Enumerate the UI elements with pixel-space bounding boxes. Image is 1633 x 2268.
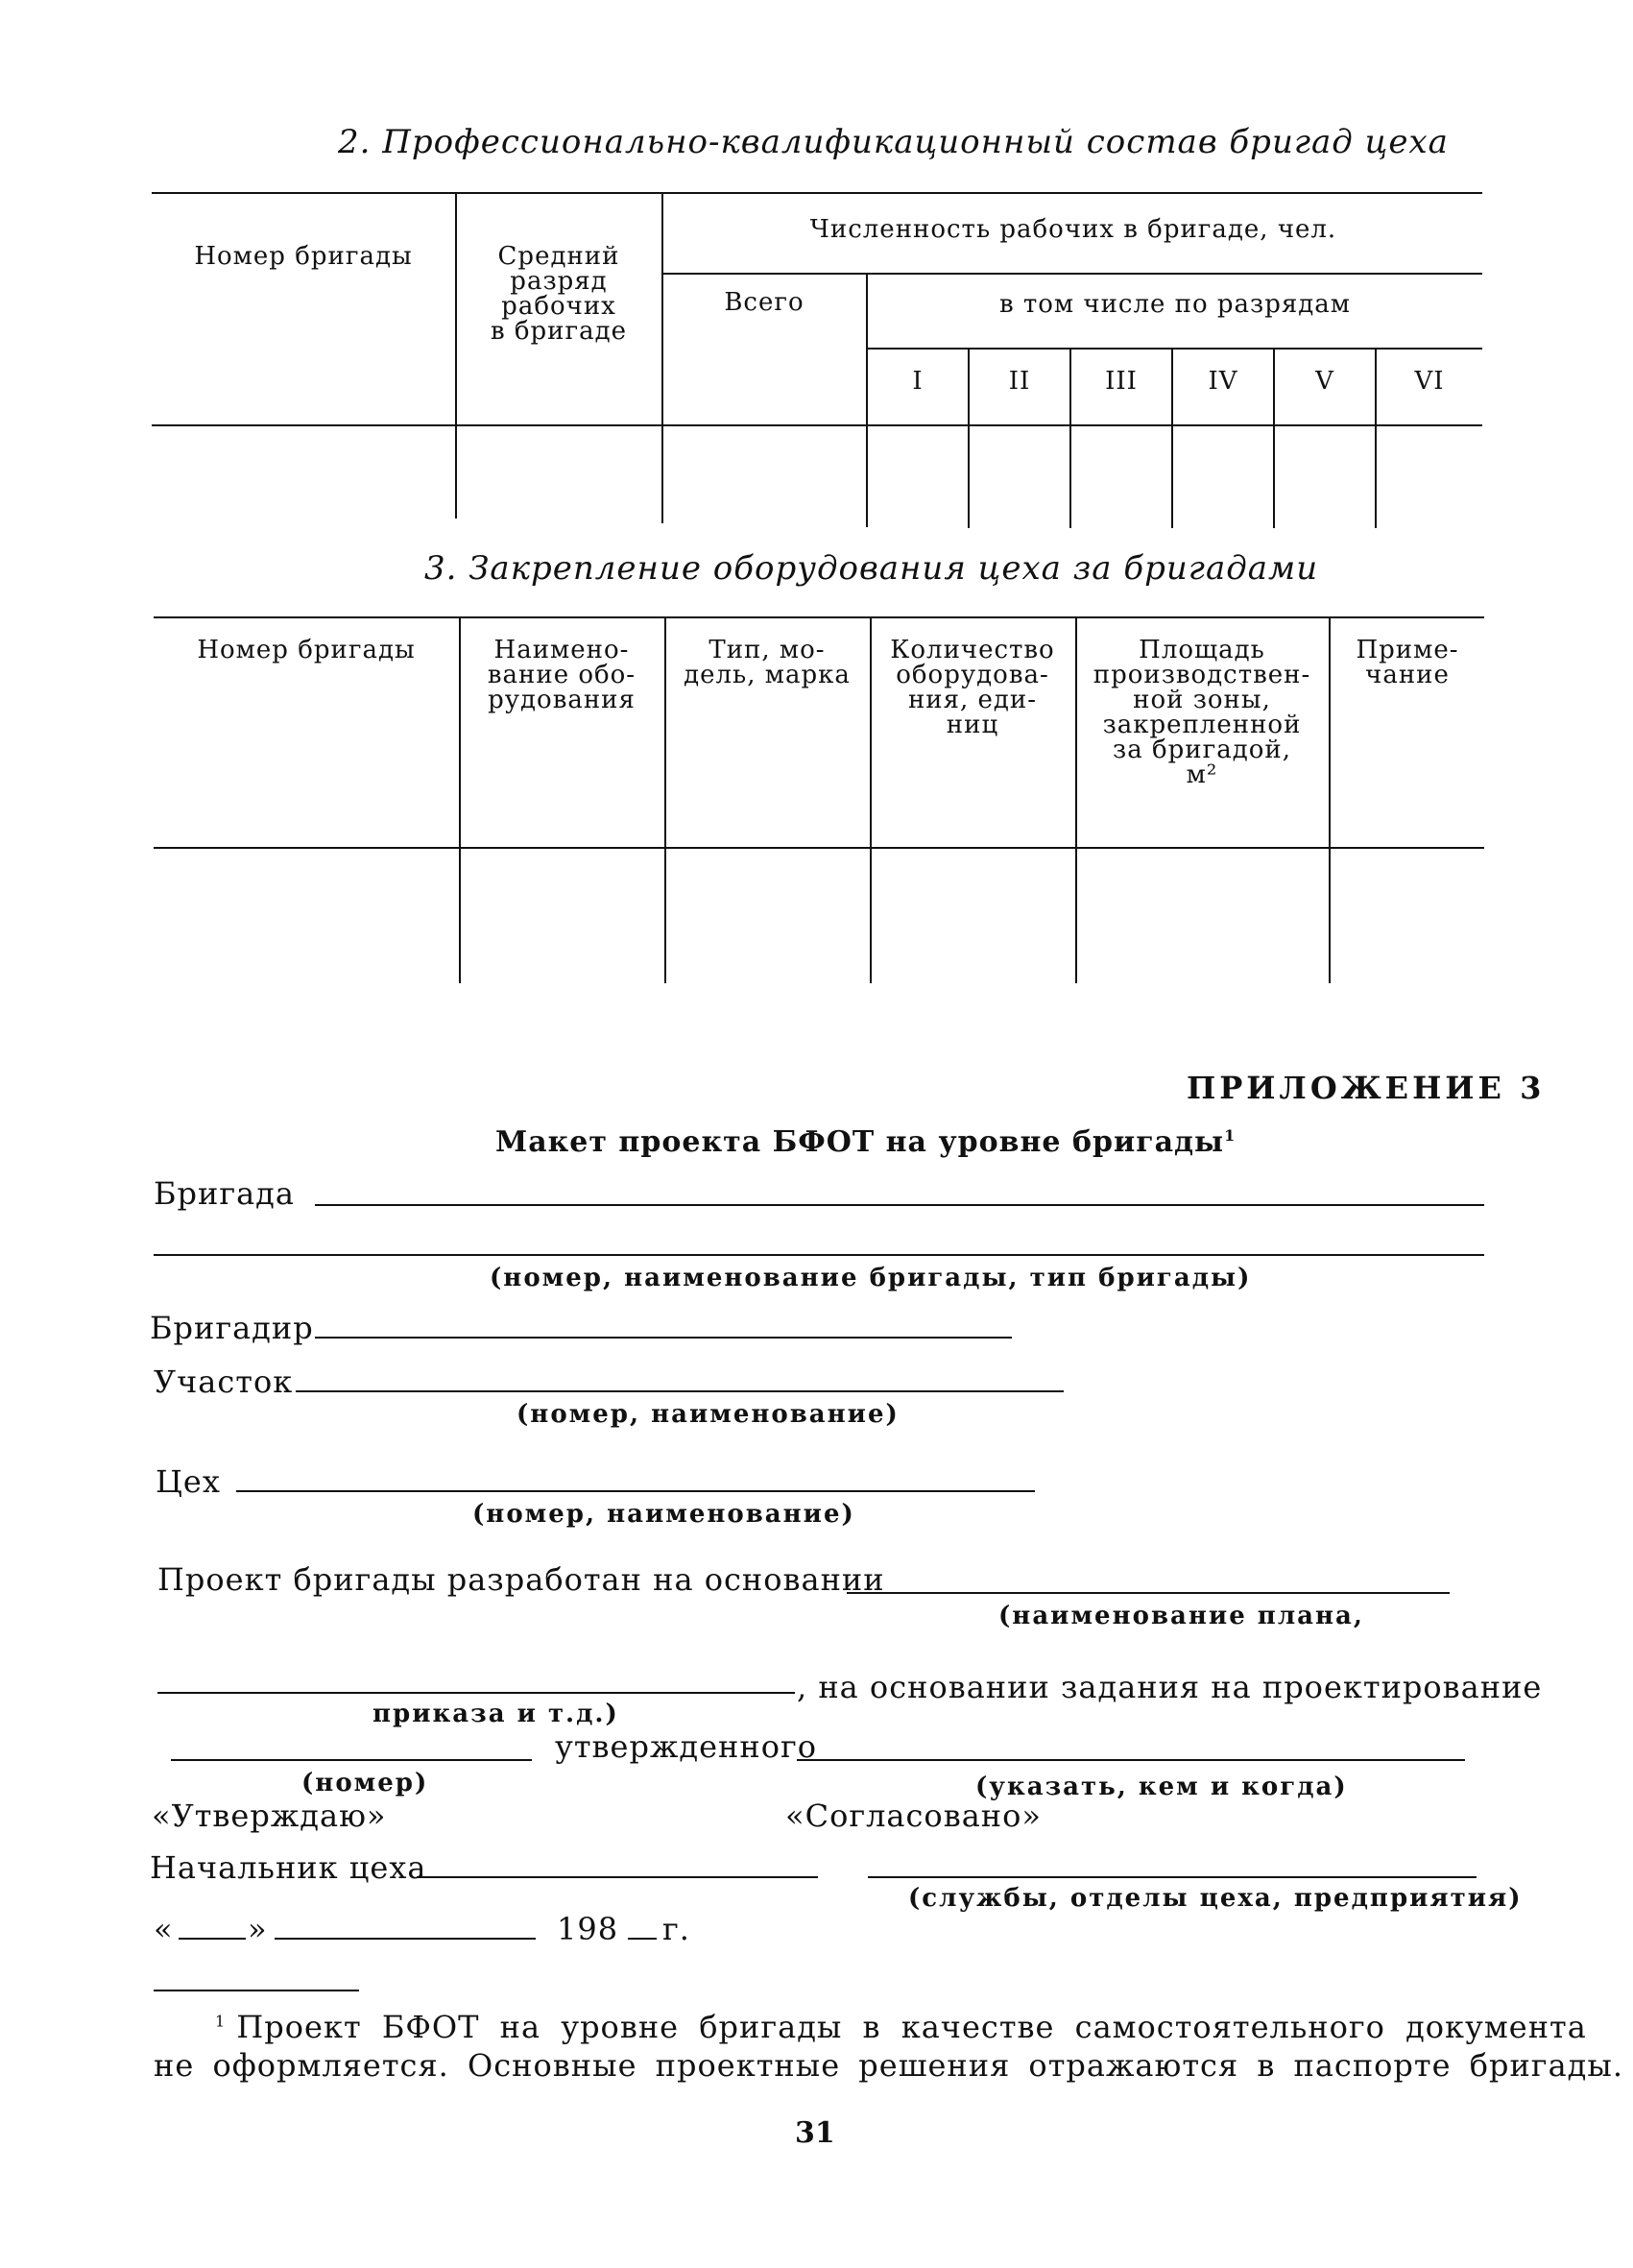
table3-header-area: Площадь производствен- ной зоны, закрепленной за бригадой, м²	[1093, 636, 1311, 789]
table3-header-equipment-name: Наимено- вание обо- рудования	[487, 636, 636, 714]
footnote-line2: не оформляется. Основные проектные решения отражаются в паспорте бригады.	[154, 2047, 1623, 2084]
section-field-line	[296, 1390, 1064, 1392]
basis-field-line	[847, 1592, 1450, 1594]
page-number: 31	[795, 2116, 835, 2150]
table3-title: 3. Закрепление оборудования цеха за бригадами	[424, 549, 1319, 588]
footnote-line1	[215, 2009, 1587, 2045]
brigade-field-line-2	[154, 1254, 1484, 1256]
number-field-line	[171, 1759, 532, 1761]
task-text: , на основании задания на проектирование	[797, 1669, 1543, 1705]
date-day-line	[179, 1938, 246, 1940]
table2-header-total: Всего	[724, 288, 804, 317]
shop-caption: (номер, наименование)	[472, 1500, 855, 1529]
appendix-label: ПРИЛОЖЕНИЕ 3	[1187, 1070, 1546, 1106]
table2-header-bottom	[152, 424, 1482, 426]
approve-label: «Утверждаю»	[152, 1798, 387, 1834]
table2-grade-header: VI	[1414, 367, 1445, 396]
agreed-label: «Согласовано»	[785, 1798, 1042, 1834]
table2-grade-header: V	[1315, 367, 1334, 396]
table3-header-brigade: Номер бригады	[197, 636, 416, 664]
table2-header-by-grade: в том числе по разрядам	[998, 290, 1352, 319]
table2-grade-header: II	[1008, 367, 1031, 396]
date-year-suffix: г.	[662, 1911, 690, 1947]
table3-header-type-model: Тип, мо- дель, марка	[684, 636, 851, 689]
order-field-line	[157, 1692, 795, 1694]
shop-label: Цех	[156, 1463, 221, 1500]
table2-vline	[455, 192, 457, 519]
footnote-separator	[154, 1990, 359, 1991]
table2-grade-divider	[866, 348, 1482, 350]
table2-header-count: Численность рабочих в бригаде, чел.	[809, 215, 1337, 244]
table2-grade-header: IV	[1208, 367, 1238, 396]
footnote-mark: 1	[215, 2012, 227, 2031]
approved-field-line	[797, 1759, 1465, 1761]
shop-head-label: Начальник цеха	[150, 1849, 427, 1886]
date-month-line	[275, 1938, 536, 1940]
table2-header-avg-grade: Средний разряд рабочих в бригаде	[490, 242, 628, 346]
date-year-line	[628, 1938, 657, 1940]
appendix-title-text: Макет проекта БФОТ на уровне бригады	[495, 1125, 1225, 1159]
date-year: 198	[557, 1911, 619, 1947]
shop-head-field-line	[417, 1876, 818, 1878]
table3-header-note: Приме- чание	[1356, 636, 1459, 689]
table3-header-quantity: Количество оборудова- ния, еди- ниц	[890, 636, 1055, 739]
footnote-text-1: Проект БФОТ на уровне бригады в качестве самостоятельного документа	[236, 2009, 1587, 2045]
section-label: Участок	[154, 1363, 294, 1400]
approved-text: утвержденного	[555, 1728, 817, 1765]
table2-header-brigade: Номер бригады	[194, 242, 413, 271]
table2-grade-header: I	[912, 367, 924, 396]
basis-caption: (наименование плана,	[998, 1602, 1364, 1630]
services-field-line	[868, 1876, 1477, 1878]
brigade-caption: (номер, наименование бригады, тип бригады)	[490, 1264, 1252, 1292]
table2-top-border	[152, 192, 1482, 194]
table3-header-bottom	[154, 847, 1484, 849]
number-caption: (номер)	[301, 1769, 429, 1798]
table2-count-divider	[662, 273, 1482, 275]
shop-field-line	[236, 1490, 1035, 1492]
appendix-title	[495, 1125, 1236, 1159]
brigade-label: Бригада	[154, 1175, 295, 1212]
date-open-quote: «	[154, 1911, 174, 1947]
basis-label: Проект бригады разработан на основании	[157, 1561, 885, 1598]
appendix-title-footnote-mark: 1	[1224, 1126, 1237, 1145]
date-close-quote: »	[248, 1911, 268, 1947]
table2-vline	[661, 192, 663, 523]
brigade-field-line	[315, 1204, 1484, 1206]
order-caption: приказа и т.д.)	[372, 1700, 619, 1728]
section-caption: (номер, наименование)	[516, 1400, 900, 1429]
table2-title: 2. Профессионально-квалификационный состав бригад цеха	[338, 123, 1449, 161]
foreman-label: Бригадир	[150, 1310, 314, 1346]
table2-grade-header: III	[1105, 367, 1138, 396]
services-caption: (службы, отделы цеха, предприятия)	[908, 1884, 1523, 1913]
foreman-field-line	[315, 1337, 1012, 1339]
who-when-caption: (указать, кем и когда)	[975, 1773, 1348, 1801]
table3-top-border	[154, 616, 1484, 618]
